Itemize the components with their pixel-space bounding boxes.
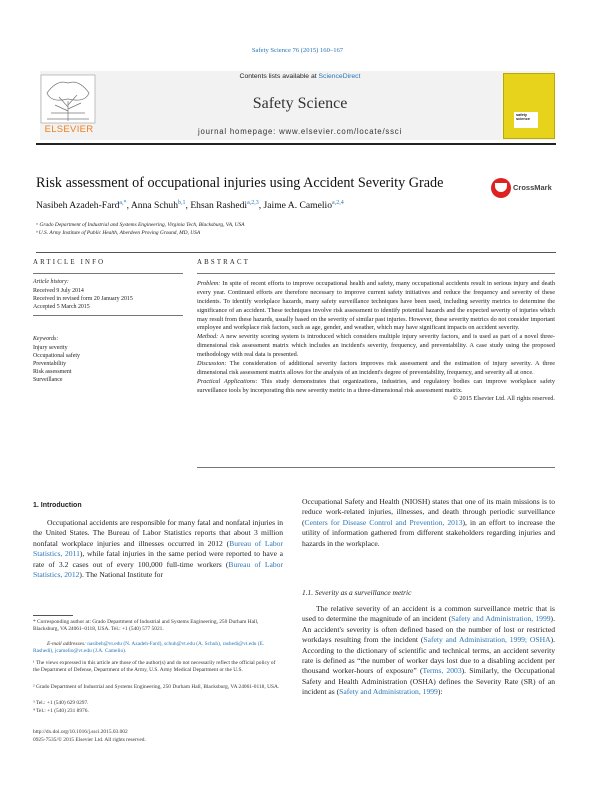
crossmark-badge[interactable] [491, 178, 555, 198]
footnote-4: ⁴ Tel.: +1 (540) 231 8976. [33, 708, 89, 714]
practical-label: Practical Applications: [197, 377, 258, 385]
citation-link[interactable]: Centers for Disease Control and Prevention, 2013 [304, 517, 463, 527]
abstract-discussion [197, 360, 555, 378]
author-affiliation-mark[interactable]: b,1 [178, 200, 186, 206]
elsevier-wordmark: ELSEVIER [44, 124, 94, 135]
history-item: Received in revised form 20 January 2015 [33, 296, 133, 302]
citation-link[interactable]: Safety and Administration, 1999 [451, 614, 551, 624]
keyword: Occupational safety [33, 353, 80, 359]
contents-prefix: Contents lists available at [239, 73, 319, 80]
doi-link[interactable]: http://dx.doi.org/10.1016/j.ssci.2015.03.002 [33, 729, 128, 735]
intro-text: ). The National Institute for [79, 570, 164, 580]
author-name: Anna Schuh [130, 200, 179, 212]
intro-paragraph-1 [33, 518, 283, 580]
issn-line: 0925-7535/© 2015 Elsevier Ltd. All rights reserved. [33, 737, 146, 743]
intro-text: ). Similarly, the Occupational Safety and Health Administration (OSHA) defines the Severity Rate (SR) of an incident as ( [302, 666, 555, 697]
intro-text: ), in an effort to increase the utility of information gathered from different stakeholders regarding injuries and hazards in the workplace. [302, 517, 555, 548]
author-name: Ehsan Rashedi [190, 200, 248, 212]
discussion-label: Discussion: [197, 359, 227, 367]
intro-text: ). An accident's severity is often defined based on the number of lost or restricted workdays resulting from the incident ( [302, 614, 555, 645]
elsevier-tree-logo [37, 73, 99, 131]
author-affiliation-mark[interactable]: a,2,3 [247, 200, 259, 206]
header-rule [36, 143, 556, 145]
affiliation-a: ᵃ Grado Department of Industrial and Systems Engineering, Virginia Tech, Blacksburg, VA, USA [36, 222, 245, 228]
history-item: Received 9 July 2014 [33, 288, 84, 294]
author-name: Jaime A. Camelio [263, 200, 333, 212]
cover-title: safety science [514, 112, 538, 128]
intro-text: ). According to the dictionary of scientific and technical terms, an accident severity rate is defined as “the number of worker days lost due to a disabling accident per thousand worker-hours of exposure” ( [302, 635, 555, 676]
intro-paragraph-3 [302, 604, 555, 698]
abstract-practical [197, 378, 555, 396]
citation-link[interactable]: Safety and Administration, 1999; OSHA [423, 635, 551, 645]
citation-link[interactable]: Safety and Administration, 1999 [339, 687, 438, 697]
crossmark-label: CrossMark [513, 183, 552, 192]
discussion-text: The consideration of additional severity factors improves risk assessment and the estimation of injury severity. A three dimensional risk assessment matrix allows for the analysis of an incident's degree of preventability, frequency, and severity all at once. [197, 359, 555, 376]
intro-paragraph-2 [302, 497, 555, 549]
article-title: Risk assessment of occupational injuries using Accident Severity Grade [36, 175, 444, 191]
keyword: Surveillance [33, 377, 63, 383]
problem-text: In spite of recent efforts to improve occupational health and safety, many occupational accidents result in serious injury and death every year. Continued efforts are therefore necessary to improve current safety initiatives and reduce the frequency and severity of these incidents. To identify workplace hazards, many safety surveillance techniques have been used, including severity metrics to determine the significance of an accident. These techniques involve risk assessment to identify potential hazards and the expected severity of injuries which may result from these hazards, usually based on the severity of similar past injuries. However, these severity metrics do not consider important employee and workplace risk factors, such as age, gender, and weather, which may have significant impacts on accident severity. [197, 280, 555, 332]
abstract-body [197, 280, 555, 404]
subsection-heading: 1.1. Severity as a surveillance metric [302, 588, 412, 597]
intro-text: ), while fatal injuries in the same period were reported to have a rate of 3.2 cases out of every 100,000 full-time workers ( [33, 549, 283, 569]
intro-text: The relative severity of an accident is a common surveillance metric that is used to determine the magnitude of an incident ( [302, 604, 555, 624]
affiliation-b: ᵇ U.S. Army Institute of Public Health, Aberdeen Proving Ground, MD, USA [36, 230, 201, 236]
author-list: Nasibeh Azadeh-Fard$^{a,*}$, Anna Schuh$^{b,1}$, Ehsan Rashedi$^{a,2,3}$, Jaime A. Camelio$^{a,2,4}$ [36, 200, 344, 212]
intro-text: ): [437, 687, 443, 697]
author-affiliation-mark[interactable]: a,* [119, 200, 127, 206]
citation-link[interactable]: Bureau of Labor Statistics, 2012 [33, 559, 284, 580]
keyword: Preventability [33, 361, 67, 367]
contents-line [100, 73, 500, 80]
citation-link[interactable]: Terms, 2003 [422, 666, 462, 676]
email-addresses[interactable]: nasibeh@vt.edu (N. Azadeh-Fard), schuh@vt.edu (A. Schuh), rashedi@vt.edu (E. Rashedi), jcamelio@vt.edu (J.A. Camelio). [33, 641, 265, 655]
abstract-method [197, 333, 555, 360]
abstract-bottom-rule [197, 467, 555, 468]
intro-text: Occupational Safety and Health (NIOSH) states that one of its main missions is to reduce work-related injuries, illnesses, and death through periodic surveillance ( [302, 497, 555, 527]
abstract-problem [197, 280, 555, 333]
footnote-3: ³ Tel.: +1 (540) 629 0297. [33, 700, 89, 706]
article-info-rule [33, 273, 183, 274]
method-label: Method: [197, 333, 219, 341]
footnote-corresponding: * Corresponding author at: Grado Department of Industrial and Systems Engineering, 250 Durham Hall, Blacksburg, VA 24061–0118, USA. Tel.: +1 (540) 577 5021. [33, 619, 259, 633]
abstract-rule [197, 273, 555, 274]
sciencedirect-link[interactable]: ScienceDirect [318, 73, 361, 80]
footnote-2: ² Grado Department of Industrial and Systems Engineering, 250 Durham Hall, Blacksburg, VA 24061-0118, USA. [33, 684, 280, 690]
journal-citation[interactable]: Safety Science 76 (2015) 160–167 [251, 47, 344, 54]
keywords-label: Keywords: [33, 336, 59, 342]
history-label: Article history: [33, 279, 69, 285]
author-name: Nasibeh Azadeh-Fard [36, 200, 120, 212]
problem-label: Problem: [197, 280, 221, 287]
keyword: Injury severity [33, 345, 68, 351]
intro-text: Occupational accidents are responsible for many fatal and nonfatal injuries in the United States. The Bureau of Labor Statistics reports that about 3 million nonfatal workplace injuries and illnesses occurred in 2012 ( [33, 518, 283, 548]
title-block-rule [36, 252, 556, 253]
practical-text: This study demonstrates that organizations, industries, and regulatory bodies can improve workplace safety surveillance tools by incorporating this new severity metric in a three-dimensional risk assessment matrix. [197, 377, 555, 394]
method-text: A new severity scoring system is introduced which considers multiple injury severity factors, and is used as part of a novel three-dimensional risk assessment matrix which includes an incident's severity, frequency, and preventability. A case study using the proposed methodology with real data is presented. [197, 333, 555, 358]
footnote-emails [33, 641, 283, 656]
section-heading-introduction: 1. Introduction [33, 502, 82, 509]
crossmark-icon [491, 178, 511, 198]
journal-cover-thumbnail [503, 73, 555, 139]
emails-label: E-mail addresses: [47, 641, 86, 647]
keywords-rule [33, 315, 183, 316]
abstract-heading: ABSTRACT [197, 259, 251, 266]
footnote-1: ¹ The views expressed in this article are those of the author(s) and do not necessarily reflect the official policy of the Department of Defense, Department of the Army, U.S. Army Medical Department or the U.S. [33, 660, 276, 674]
article-info-heading: ARTICLE INFO [33, 259, 106, 266]
history-item: Accepted 5 March 2015 [33, 304, 90, 310]
abstract-copyright: © 2015 Elsevier Ltd. All rights reserved. [453, 395, 555, 403]
journal-homepage[interactable]: journal homepage: www.elsevier.com/locate/ssci [197, 127, 403, 136]
author-affiliation-mark[interactable]: a,2,4 [332, 200, 344, 206]
citation-link[interactable]: Bureau of Labor Statistics, 2011 [33, 538, 283, 559]
keyword: Risk assessment [33, 369, 72, 375]
journal-title: Safety Science [252, 95, 348, 112]
footnote-rule [33, 615, 73, 616]
